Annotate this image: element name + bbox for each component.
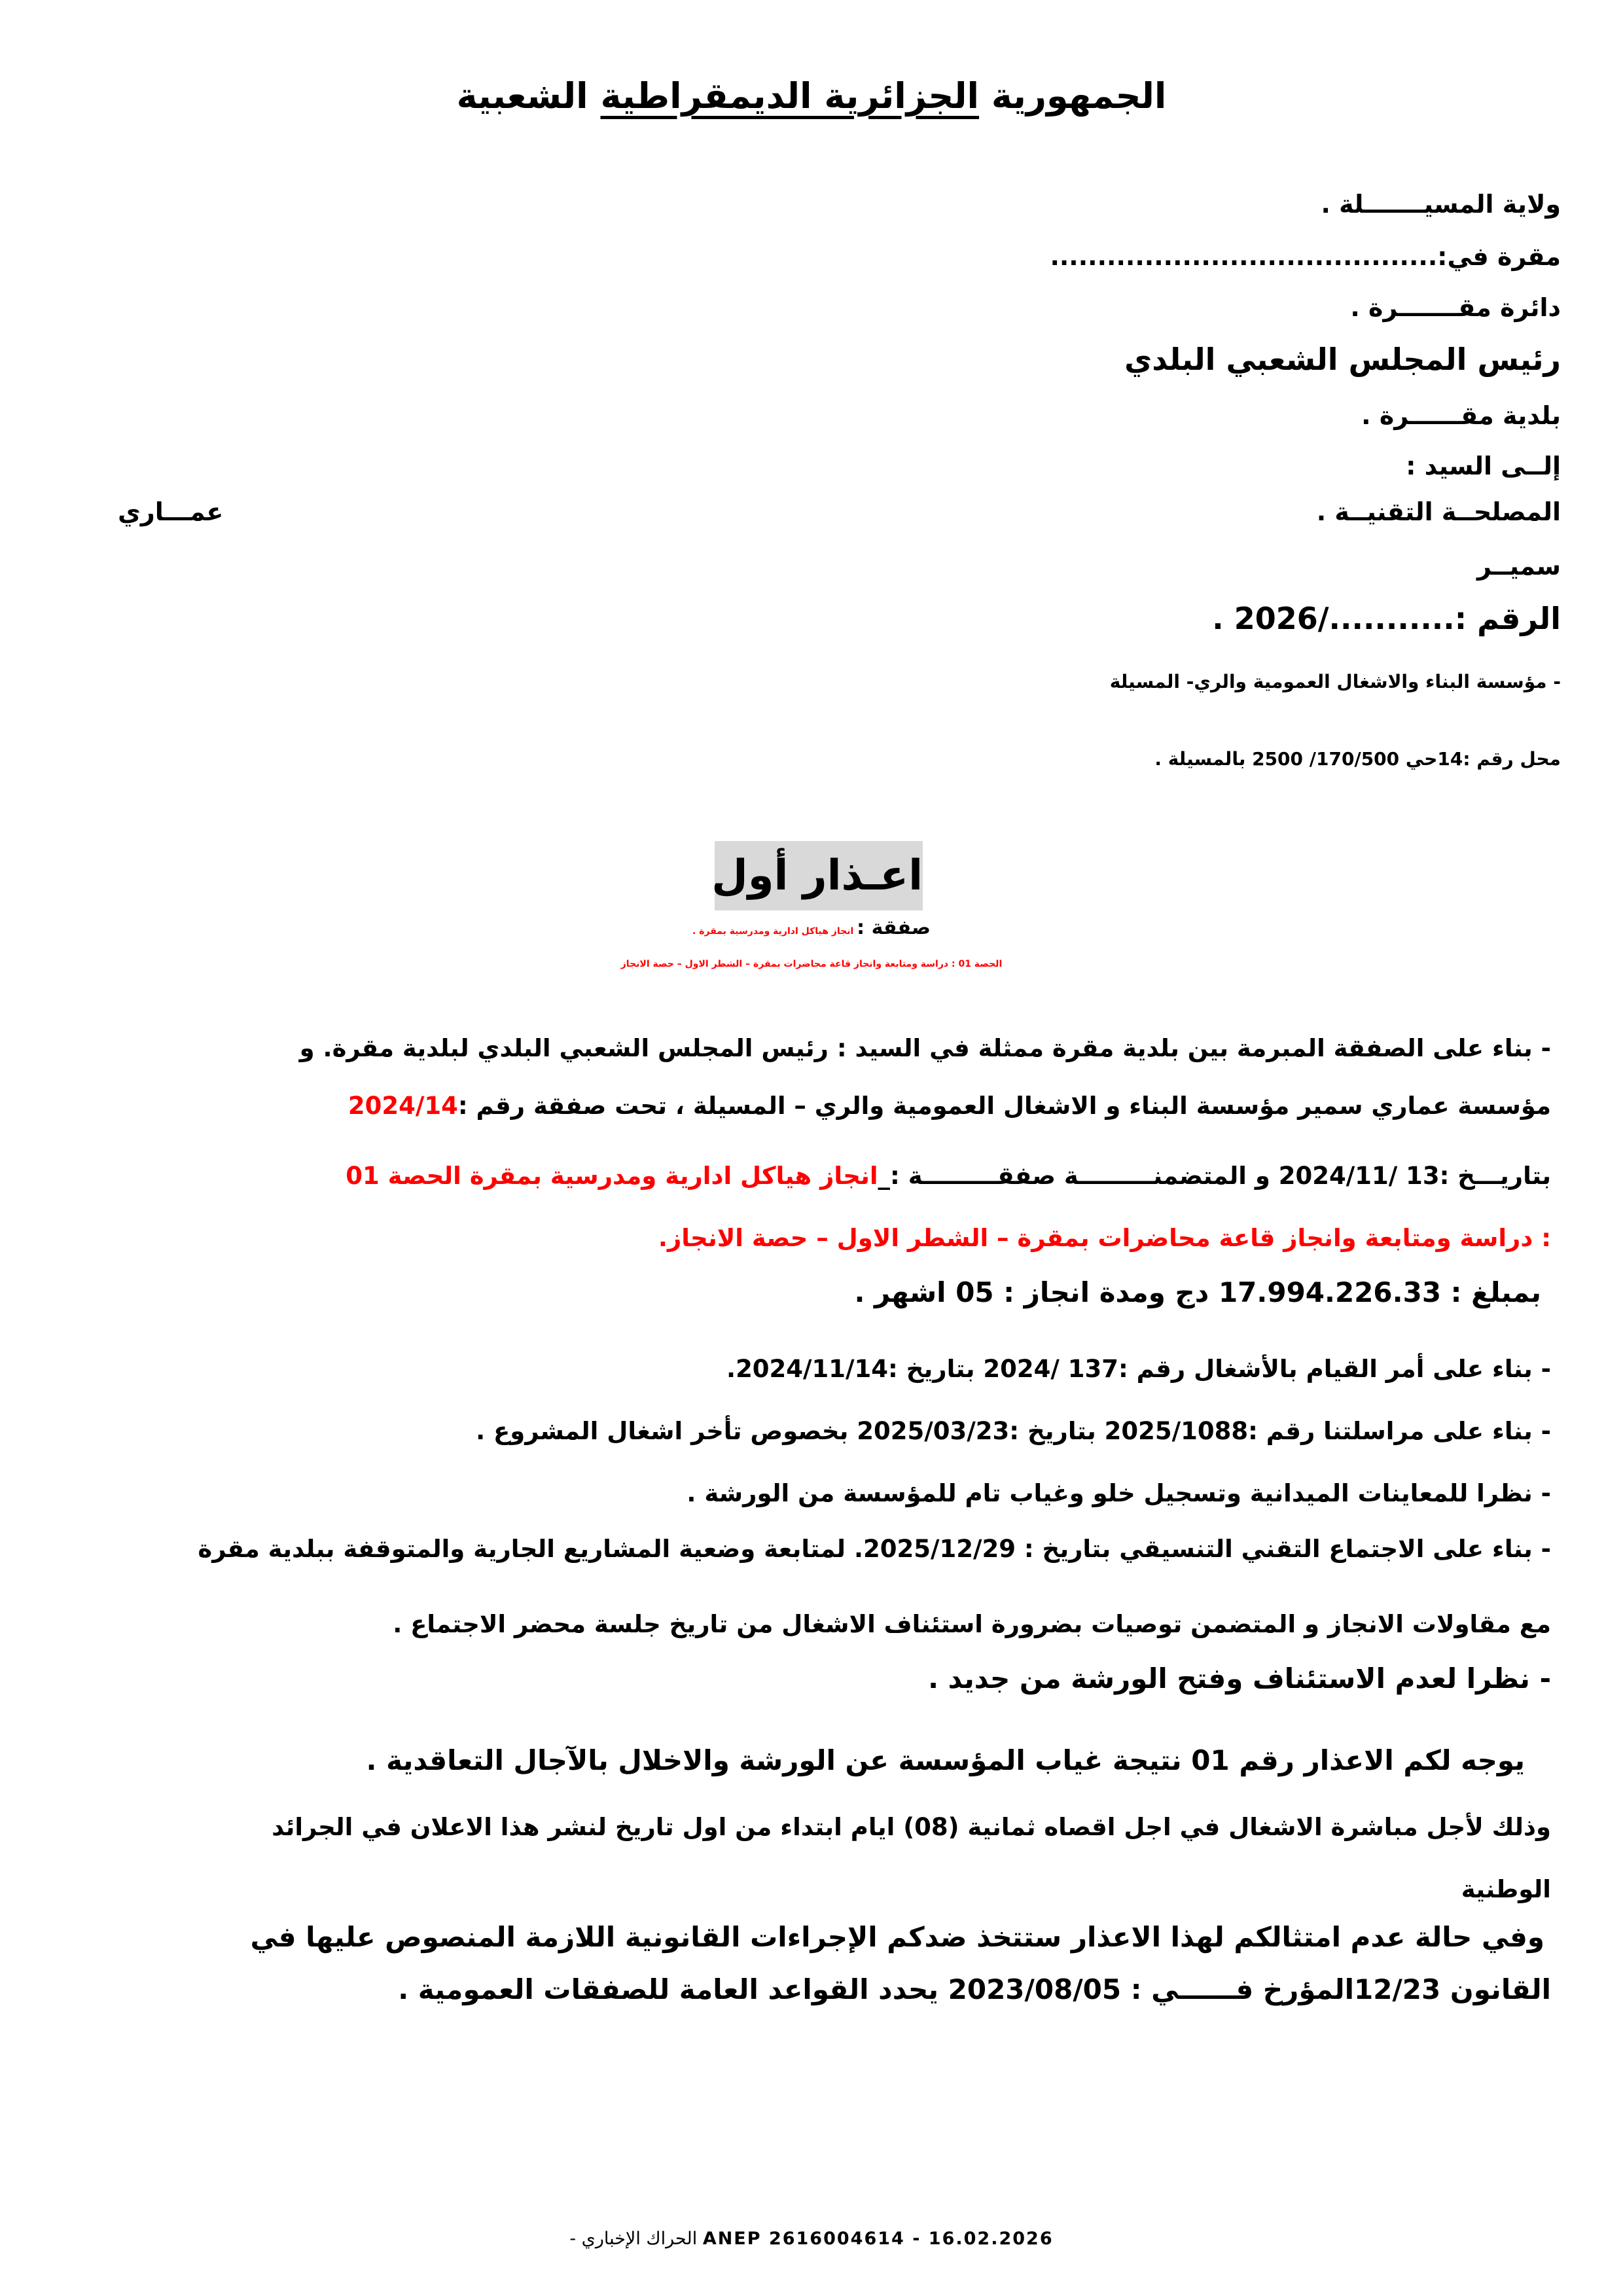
body-p1-line3-red: انجاز هياكل ادارية ومدرسية بمقرة الحصة 01 bbox=[346, 1162, 878, 1190]
country-title-part2: الجزائرية الديمقراطية bbox=[600, 75, 980, 117]
item-correspondence: - بناء على مراسلتنا رقم :2025/1088 بتاريخ :2025/03/23 بخصوص تأخر اشغال المشروع . bbox=[476, 1417, 1551, 1445]
amount-line: بمبلغ : 17.994.226.33 دج ومدة انجاز : 05 اشهر . bbox=[854, 1276, 1541, 1308]
item-work-order: - بناء على أمر القيام بالأشغال رقم :137 /2024 بتاريخ :2024/11/14. bbox=[726, 1355, 1551, 1383]
deadline-line2: الوطنية bbox=[1461, 1875, 1551, 1903]
item-no-resumption: - نظرا لعدم الاستئناف وفتح الورشة من جديد . bbox=[928, 1662, 1551, 1695]
item-meeting-line2: مع مقاولات الانجاز و المتضمن توصيات بضرورة استئناف الاشغال من تاريخ جلسة محضر الاجتماع . bbox=[393, 1610, 1551, 1638]
warning-line2: القانون 12/23المؤرخ فــــــي : 2023/08/05 يحدد القواعد العامة للصفقات العمومية . bbox=[398, 1973, 1551, 2005]
notice-heading: اعـذار أول bbox=[715, 841, 923, 910]
footer-newspaper: الحراك الإخباري - bbox=[569, 2229, 698, 2249]
country-title bbox=[0, 75, 1623, 117]
deadline-line1: وذلك لأجل مباشرة الاشغال في اجل اقصاه ثمانية (08) ايام ابتداء من اول تاريخ لنشر هذا الاعلان في الجرائد bbox=[272, 1813, 1551, 1841]
company-line: - مؤسسة البناء والاشغال العمومية والري- المسيلة bbox=[1109, 671, 1561, 692]
recipient-firstname: سميــر bbox=[1477, 552, 1561, 581]
president-line: رئيس المجلس الشعبي البلدي bbox=[1124, 342, 1561, 377]
reference-number: الرقم :.........../2026 . bbox=[1212, 601, 1561, 636]
body-p1-line2 bbox=[348, 1092, 1551, 1120]
body-p1-line1: - بناء على الصفقة المبرمة بين بلدية مقرة ممثلة في السيد : رئيس المجلس الشعبي البلدي لبلدية مقرة. و bbox=[299, 1034, 1551, 1062]
footer bbox=[0, 2229, 1623, 2249]
notice-line: يوجه لكم الاعذار رقم 01 نتيجة غياب المؤسسة عن الورشة والاخلال بالآجال التعاقدية . bbox=[366, 1744, 1525, 1776]
baladiya-line: بلدية مقــــــرة . bbox=[1361, 401, 1561, 430]
item-meeting-line1: - بناء على الاجتماع التقني التنسيقي بتاريخ : 2025/12/29. لمتابعة وضعية المشاريع الجارية والمتوقفة ببلدية مقرة bbox=[198, 1535, 1551, 1563]
address-line: محل رقم :14حي 170/500/ 2500 بالمسيلة . bbox=[1154, 748, 1561, 770]
lot-line: الحصة 01 : دراسة ومتابعة وانجاز قاعة محاضرات بمقرة – الشطر الاول – حصة الانجاز bbox=[620, 959, 1003, 969]
deal-title: انجاز هياكل ادارية ومدرسية بمقرة . bbox=[692, 926, 854, 937]
body-p1-line3-text: بتاريـــخ :13 /2024/11 و المتضمنـــــــــة صفقـــــــــة :_ bbox=[878, 1162, 1551, 1190]
maqra-fi-line: مقرة في:......................................... bbox=[1050, 242, 1561, 271]
recipient-surname: عمـــاري bbox=[118, 497, 224, 526]
wilaya-line: ولاية المسيـــــــلة . bbox=[1321, 190, 1561, 219]
footer-anep-code: ANEP 2616004614 - 16.02.2026 bbox=[702, 2229, 1054, 2249]
country-title-part1: الجمهورية bbox=[991, 75, 1167, 117]
deal-number: 2024/14 bbox=[348, 1092, 458, 1120]
body-p1-line2-text: مؤسسة عماري سمير مؤسسة البناء و الاشغال العمومية والري – المسيلة ، تحت صفقة رقم : bbox=[457, 1092, 1551, 1120]
daira-line: دائرة مقـــــــرة . bbox=[1350, 293, 1561, 322]
to-mister-line: إلــى السيد : bbox=[1406, 452, 1561, 480]
deal-label: صفقة : bbox=[857, 916, 931, 939]
warning-line1: وفي حالة عدم امتثالكم لهذا الاعذار ستتخذ ضدكم الإجراءات القانونية اللازمة المنصوص عليها في bbox=[250, 1921, 1544, 1953]
country-title-part3: الشعبية bbox=[456, 75, 588, 117]
deal-line bbox=[0, 916, 1623, 939]
body-p1-line3 bbox=[346, 1162, 1551, 1190]
item-inspections: - نظرا للمعاينات الميدانية وتسجيل خلو وغياب تام للمؤسسة من الورشة . bbox=[687, 1479, 1551, 1507]
body-p1-line4: : دراسة ومتابعة وانجاز قاعة محاضرات بمقرة – الشطر الاول – حصة الانجاز. bbox=[658, 1224, 1551, 1252]
technical-service-line: المصلحــة التقنيــة . bbox=[1316, 497, 1561, 526]
